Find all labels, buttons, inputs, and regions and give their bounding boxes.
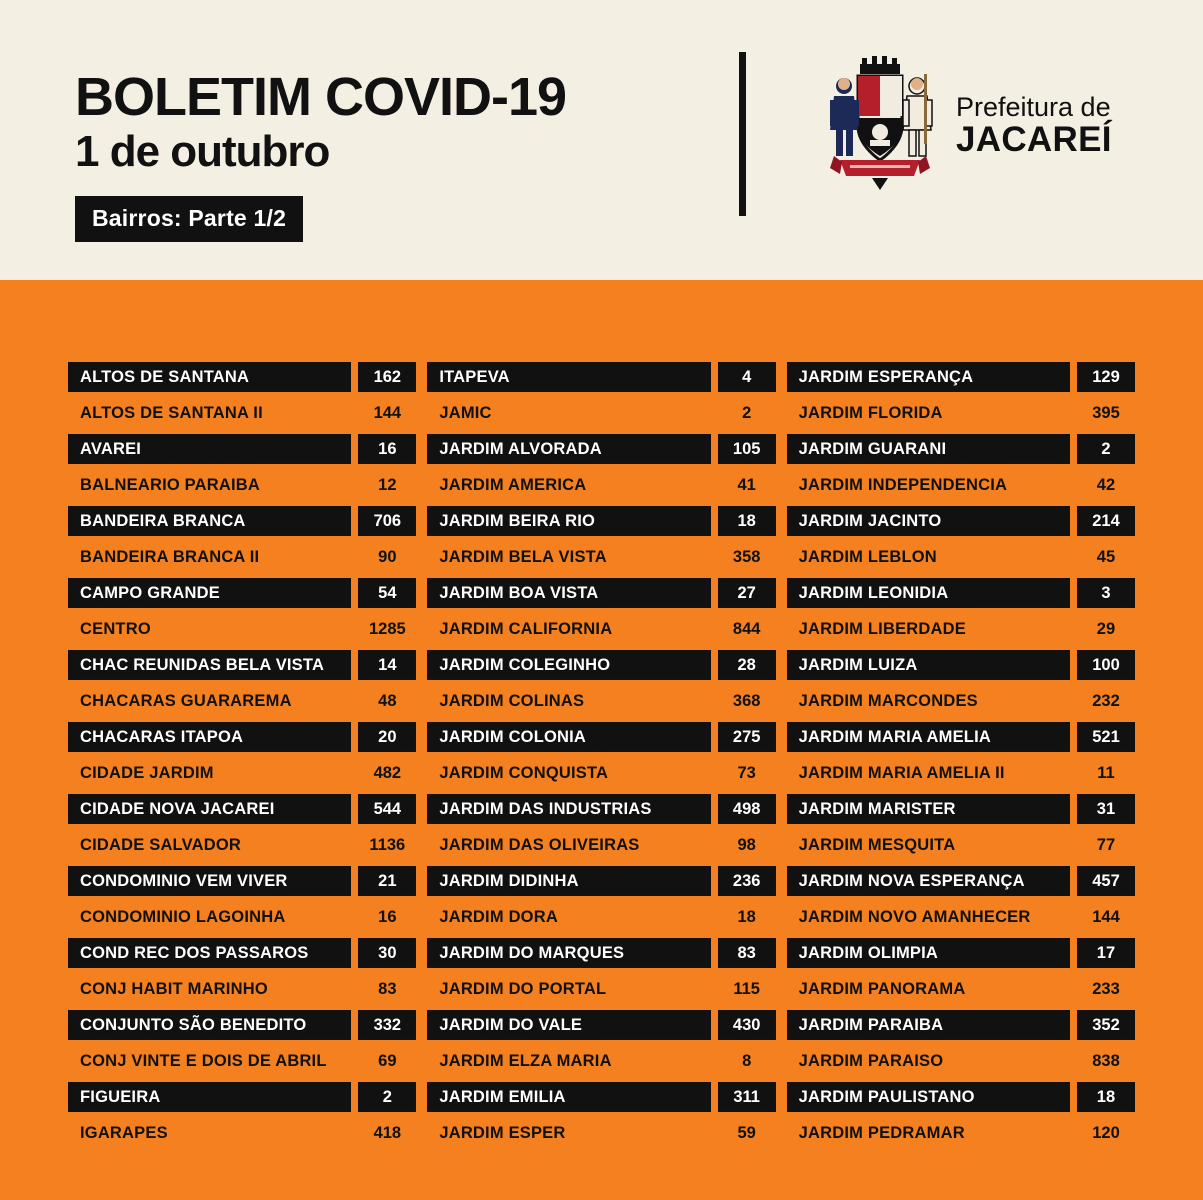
case-count: 18: [718, 506, 776, 536]
table-row: [68, 434, 416, 464]
case-count: 129: [1077, 362, 1135, 392]
case-count: 457: [1077, 866, 1135, 896]
case-count: 28: [718, 650, 776, 680]
table-row: [427, 974, 775, 1004]
case-count: 2: [358, 1082, 416, 1112]
neighborhood-name: JARDIM CONQUISTA: [439, 764, 609, 782]
neighborhood-name: JARDIM PARAIBA: [787, 1010, 1070, 1040]
case-count: 236: [718, 866, 776, 896]
neighborhood-name: JARDIM MESQUITA: [798, 836, 956, 854]
neighborhood-name: JARDIM DO VALE: [427, 1010, 710, 1040]
case-count: 73: [737, 764, 756, 782]
neighborhood-name: JARDIM MARIA AMELIA: [787, 722, 1070, 752]
case-count: 214: [1077, 506, 1135, 536]
table-row: [787, 1118, 1135, 1148]
case-count: 162: [358, 362, 416, 392]
neighborhood-name: JARDIM MARCONDES: [798, 692, 978, 710]
neighborhood-name: JARDIM BEIRA RIO: [427, 506, 710, 536]
brand-prefix: Prefeitura de: [956, 92, 1111, 123]
neighborhood-name: JARDIM LUIZA: [787, 650, 1070, 680]
table-row: [427, 722, 775, 752]
case-count: 31: [1077, 794, 1135, 824]
case-count: 232: [1092, 692, 1120, 710]
case-count: 30: [358, 938, 416, 968]
table-row: [427, 362, 775, 392]
case-count: 2: [742, 404, 752, 422]
page-title: BOLETIM COVID-19: [75, 67, 567, 127]
case-count: 20: [358, 722, 416, 752]
case-count: 12: [378, 476, 397, 494]
table-row: [68, 758, 416, 788]
neighborhood-name: CIDADE NOVA JACAREI: [68, 794, 351, 824]
table-row: [68, 1118, 416, 1148]
neighborhood-name: CIDADE SALVADOR: [80, 836, 241, 854]
table-row: [68, 1046, 416, 1076]
table-row: [427, 542, 775, 572]
case-count: 16: [358, 434, 416, 464]
neighborhood-name: CONJUNTO SÃO BENEDITO: [68, 1010, 351, 1040]
brand-city: JACAREÍ: [956, 119, 1112, 159]
table-row: [427, 1082, 775, 1112]
case-count: 521: [1077, 722, 1135, 752]
page-subtitle: 1 de outubro: [75, 127, 330, 177]
neighborhood-name: JARDIM PAULISTANO: [787, 1082, 1070, 1112]
table-row: [68, 974, 416, 1004]
neighborhood-name: CHACARAS ITAPOA: [68, 722, 351, 752]
case-count: 45: [1096, 548, 1116, 566]
table-row: [427, 434, 775, 464]
neighborhood-name: JARDIM ALVORADA: [427, 434, 710, 464]
neighborhood-name: JARDIM JACINTO: [787, 506, 1070, 536]
table-row: [787, 902, 1135, 932]
neighborhood-name: JARDIM ELZA MARIA: [439, 1052, 612, 1070]
table-columns: [0, 362, 1203, 1154]
table-row: [68, 542, 416, 572]
case-count: 41: [737, 476, 756, 494]
case-count: 1285: [368, 620, 406, 638]
table-row: [427, 758, 775, 788]
neighborhood-name: COND REC DOS PASSAROS: [68, 938, 351, 968]
case-count: 18: [1077, 1082, 1135, 1112]
case-count: 8: [742, 1052, 752, 1070]
table-row: [787, 686, 1135, 716]
neighborhood-name: JARDIM NOVA ESPERANÇA: [787, 866, 1070, 896]
neighborhood-name: JARDIM MARIA AMELIA II: [798, 764, 1005, 782]
table-row: [787, 362, 1135, 392]
neighborhood-case-table: [0, 280, 1203, 1200]
table-row: [427, 1046, 775, 1076]
neighborhood-name: JARDIM PANORAMA: [798, 980, 966, 998]
case-count: 69: [378, 1052, 397, 1070]
neighborhood-name: JARDIM DORA: [439, 908, 558, 926]
table-column: [68, 362, 416, 1154]
case-count: 54: [358, 578, 416, 608]
table-row: [68, 470, 416, 500]
case-count: 2: [1077, 434, 1135, 464]
table-row: [787, 542, 1135, 572]
neighborhood-name: CONJ HABIT MARINHO: [80, 980, 268, 998]
neighborhood-name: JARDIM PEDRAMAR: [798, 1124, 965, 1142]
neighborhood-name: JARDIM BELA VISTA: [439, 548, 607, 566]
neighborhood-name: JARDIM DO PORTAL: [439, 980, 607, 998]
neighborhood-name: JARDIM DAS INDUSTRIAS: [427, 794, 710, 824]
table-row: [427, 1010, 775, 1040]
table-row: [427, 614, 775, 644]
case-count: 120: [1092, 1124, 1120, 1142]
case-count: 844: [732, 620, 761, 638]
table-row: [68, 362, 416, 392]
case-count: 498: [718, 794, 776, 824]
neighborhood-name: JARDIM FLORIDA: [798, 404, 943, 422]
brand-text: [956, 93, 1112, 158]
table-row: [68, 866, 416, 896]
neighborhood-name: JARDIM DAS OLIVEIRAS: [439, 836, 640, 854]
case-count: 1136: [369, 836, 406, 854]
case-count: 21: [358, 866, 416, 896]
neighborhood-name: JARDIM LEONIDIA: [787, 578, 1070, 608]
case-count: 18: [737, 908, 756, 926]
table-row: [787, 398, 1135, 428]
case-count: 98: [737, 836, 756, 854]
neighborhood-name: JARDIM LEBLON: [798, 548, 937, 566]
table-row: [787, 1010, 1135, 1040]
neighborhood-name: CIDADE JARDIM: [80, 764, 214, 782]
neighborhood-name: BANDEIRA BRANCA: [68, 506, 351, 536]
table-row: [427, 794, 775, 824]
neighborhood-name: CHACARAS GUARAREMA: [80, 692, 292, 710]
table-row: [68, 650, 416, 680]
neighborhood-name: IGARAPES: [80, 1124, 168, 1142]
neighborhood-name: CHAC REUNIDAS BELA VISTA: [68, 650, 351, 680]
neighborhood-name: JARDIM OLIMPIA: [787, 938, 1070, 968]
case-count: 16: [378, 908, 397, 926]
table-row: [427, 398, 775, 428]
neighborhood-name: JARDIM COLONIA: [427, 722, 710, 752]
table-row: [427, 650, 775, 680]
neighborhood-name: BANDEIRA BRANCA II: [80, 548, 260, 566]
case-count: 77: [1096, 836, 1116, 854]
neighborhood-name: AVAREI: [68, 434, 351, 464]
neighborhood-name: JARDIM ESPER: [439, 1124, 566, 1142]
table-row: [427, 578, 775, 608]
neighborhood-name: ITAPEVA: [427, 362, 710, 392]
neighborhood-name: FIGUEIRA: [68, 1082, 351, 1112]
table-row: [68, 1082, 416, 1112]
neighborhood-name: JARDIM GUARANI: [787, 434, 1070, 464]
case-count: 544: [358, 794, 416, 824]
table-row: [427, 830, 775, 860]
neighborhood-name: ALTOS DE SANTANA: [68, 362, 351, 392]
neighborhood-name: JARDIM DIDINHA: [427, 866, 710, 896]
table-row: [68, 830, 416, 860]
table-row: [787, 578, 1135, 608]
neighborhood-name: CAMPO GRANDE: [68, 578, 351, 608]
case-count: 838: [1092, 1052, 1120, 1070]
neighborhood-name: JARDIM ESPERANÇA: [787, 362, 1070, 392]
neighborhood-name: ALTOS DE SANTANA II: [80, 404, 263, 422]
poster-header: [0, 0, 1203, 280]
table-row: [787, 758, 1135, 788]
table-row: [787, 794, 1135, 824]
table-row: [427, 470, 775, 500]
case-count: 4: [718, 362, 776, 392]
status-badge: Bairros: Parte 1/2: [75, 196, 303, 242]
table-row: [787, 470, 1135, 500]
table-row: [68, 398, 416, 428]
table-row: [427, 866, 775, 896]
neighborhood-name: JARDIM COLEGINHO: [427, 650, 710, 680]
table-row: [427, 938, 775, 968]
case-count: 395: [1092, 404, 1120, 422]
neighborhood-name: CONDOMINIO VEM VIVER: [68, 866, 351, 896]
table-row: [787, 650, 1135, 680]
neighborhood-name: CONDOMINIO LAGOINHA: [80, 908, 286, 926]
jacarei-coat-of-arms-icon: [820, 56, 940, 196]
case-count: 100: [1077, 650, 1135, 680]
neighborhood-name: CONJ VINTE E DOIS DE ABRIL: [80, 1052, 327, 1070]
neighborhood-name: JARDIM COLINAS: [439, 692, 585, 710]
case-count: 17: [1077, 938, 1135, 968]
table-row: [787, 506, 1135, 536]
table-row: [787, 938, 1135, 968]
neighborhood-name: JARDIM BOA VISTA: [427, 578, 710, 608]
neighborhood-name: JARDIM PARAISO: [798, 1052, 944, 1070]
case-count: 14: [358, 650, 416, 680]
table-row: [787, 1082, 1135, 1112]
neighborhood-name: JARDIM MARISTER: [787, 794, 1070, 824]
table-row: [427, 1118, 775, 1148]
table-row: [427, 902, 775, 932]
case-count: 430: [718, 1010, 776, 1040]
case-count: 144: [373, 404, 402, 422]
case-count: 368: [732, 692, 761, 710]
case-count: 48: [378, 692, 397, 710]
case-count: 482: [373, 764, 402, 782]
case-count: 311: [718, 1082, 776, 1112]
table-row: [787, 434, 1135, 464]
table-row: [427, 506, 775, 536]
table-row: [68, 1010, 416, 1040]
table-row: [787, 866, 1135, 896]
table-row: [68, 506, 416, 536]
table-row: [68, 578, 416, 608]
neighborhood-name: BALNEARIO PARAIBA: [80, 476, 261, 494]
case-count: 11: [1097, 764, 1115, 782]
neighborhood-name: JARDIM AMERICA: [439, 476, 587, 494]
neighborhood-name: JARDIM INDEPENDENCIA: [798, 476, 1008, 494]
case-count: 83: [718, 938, 776, 968]
neighborhood-name: JARDIM LIBERDADE: [798, 620, 966, 638]
case-count: 59: [737, 1124, 756, 1142]
case-count: 90: [378, 548, 397, 566]
case-count: 275: [718, 722, 776, 752]
neighborhood-name: JARDIM EMILIA: [427, 1082, 710, 1112]
neighborhood-name: JARDIM CALIFORNIA: [439, 620, 613, 638]
table-row: [787, 974, 1135, 1004]
case-count: 29: [1096, 620, 1116, 638]
case-count: 352: [1077, 1010, 1135, 1040]
case-count: 27: [718, 578, 776, 608]
neighborhood-name: CENTRO: [80, 620, 151, 638]
case-count: 418: [373, 1124, 402, 1142]
table-row: [68, 902, 416, 932]
case-count: 358: [732, 548, 761, 566]
case-count: 3: [1077, 578, 1135, 608]
case-count: 233: [1092, 980, 1120, 998]
table-column: [427, 362, 775, 1154]
case-count: 105: [718, 434, 776, 464]
case-count: 83: [378, 980, 397, 998]
case-count: 115: [733, 980, 760, 998]
table-row: [68, 794, 416, 824]
case-count: 332: [358, 1010, 416, 1040]
table-row: [787, 722, 1135, 752]
title-block: [75, 67, 567, 242]
table-column: [787, 362, 1135, 1154]
case-count: 706: [358, 506, 416, 536]
table-row: [68, 614, 416, 644]
table-row: [68, 722, 416, 752]
neighborhood-name: JAMIC: [439, 404, 492, 422]
neighborhood-name: JARDIM DO MARQUES: [427, 938, 710, 968]
brand-block: [820, 56, 1112, 196]
table-row: [787, 614, 1135, 644]
table-row: [68, 686, 416, 716]
table-row: [427, 686, 775, 716]
table-row: [787, 830, 1135, 860]
header-divider: [739, 52, 746, 216]
case-count: 42: [1096, 476, 1116, 494]
neighborhood-name: JARDIM NOVO AMANHECER: [798, 908, 1031, 926]
case-count: 144: [1092, 908, 1120, 926]
table-row: [68, 938, 416, 968]
table-row: [787, 1046, 1135, 1076]
